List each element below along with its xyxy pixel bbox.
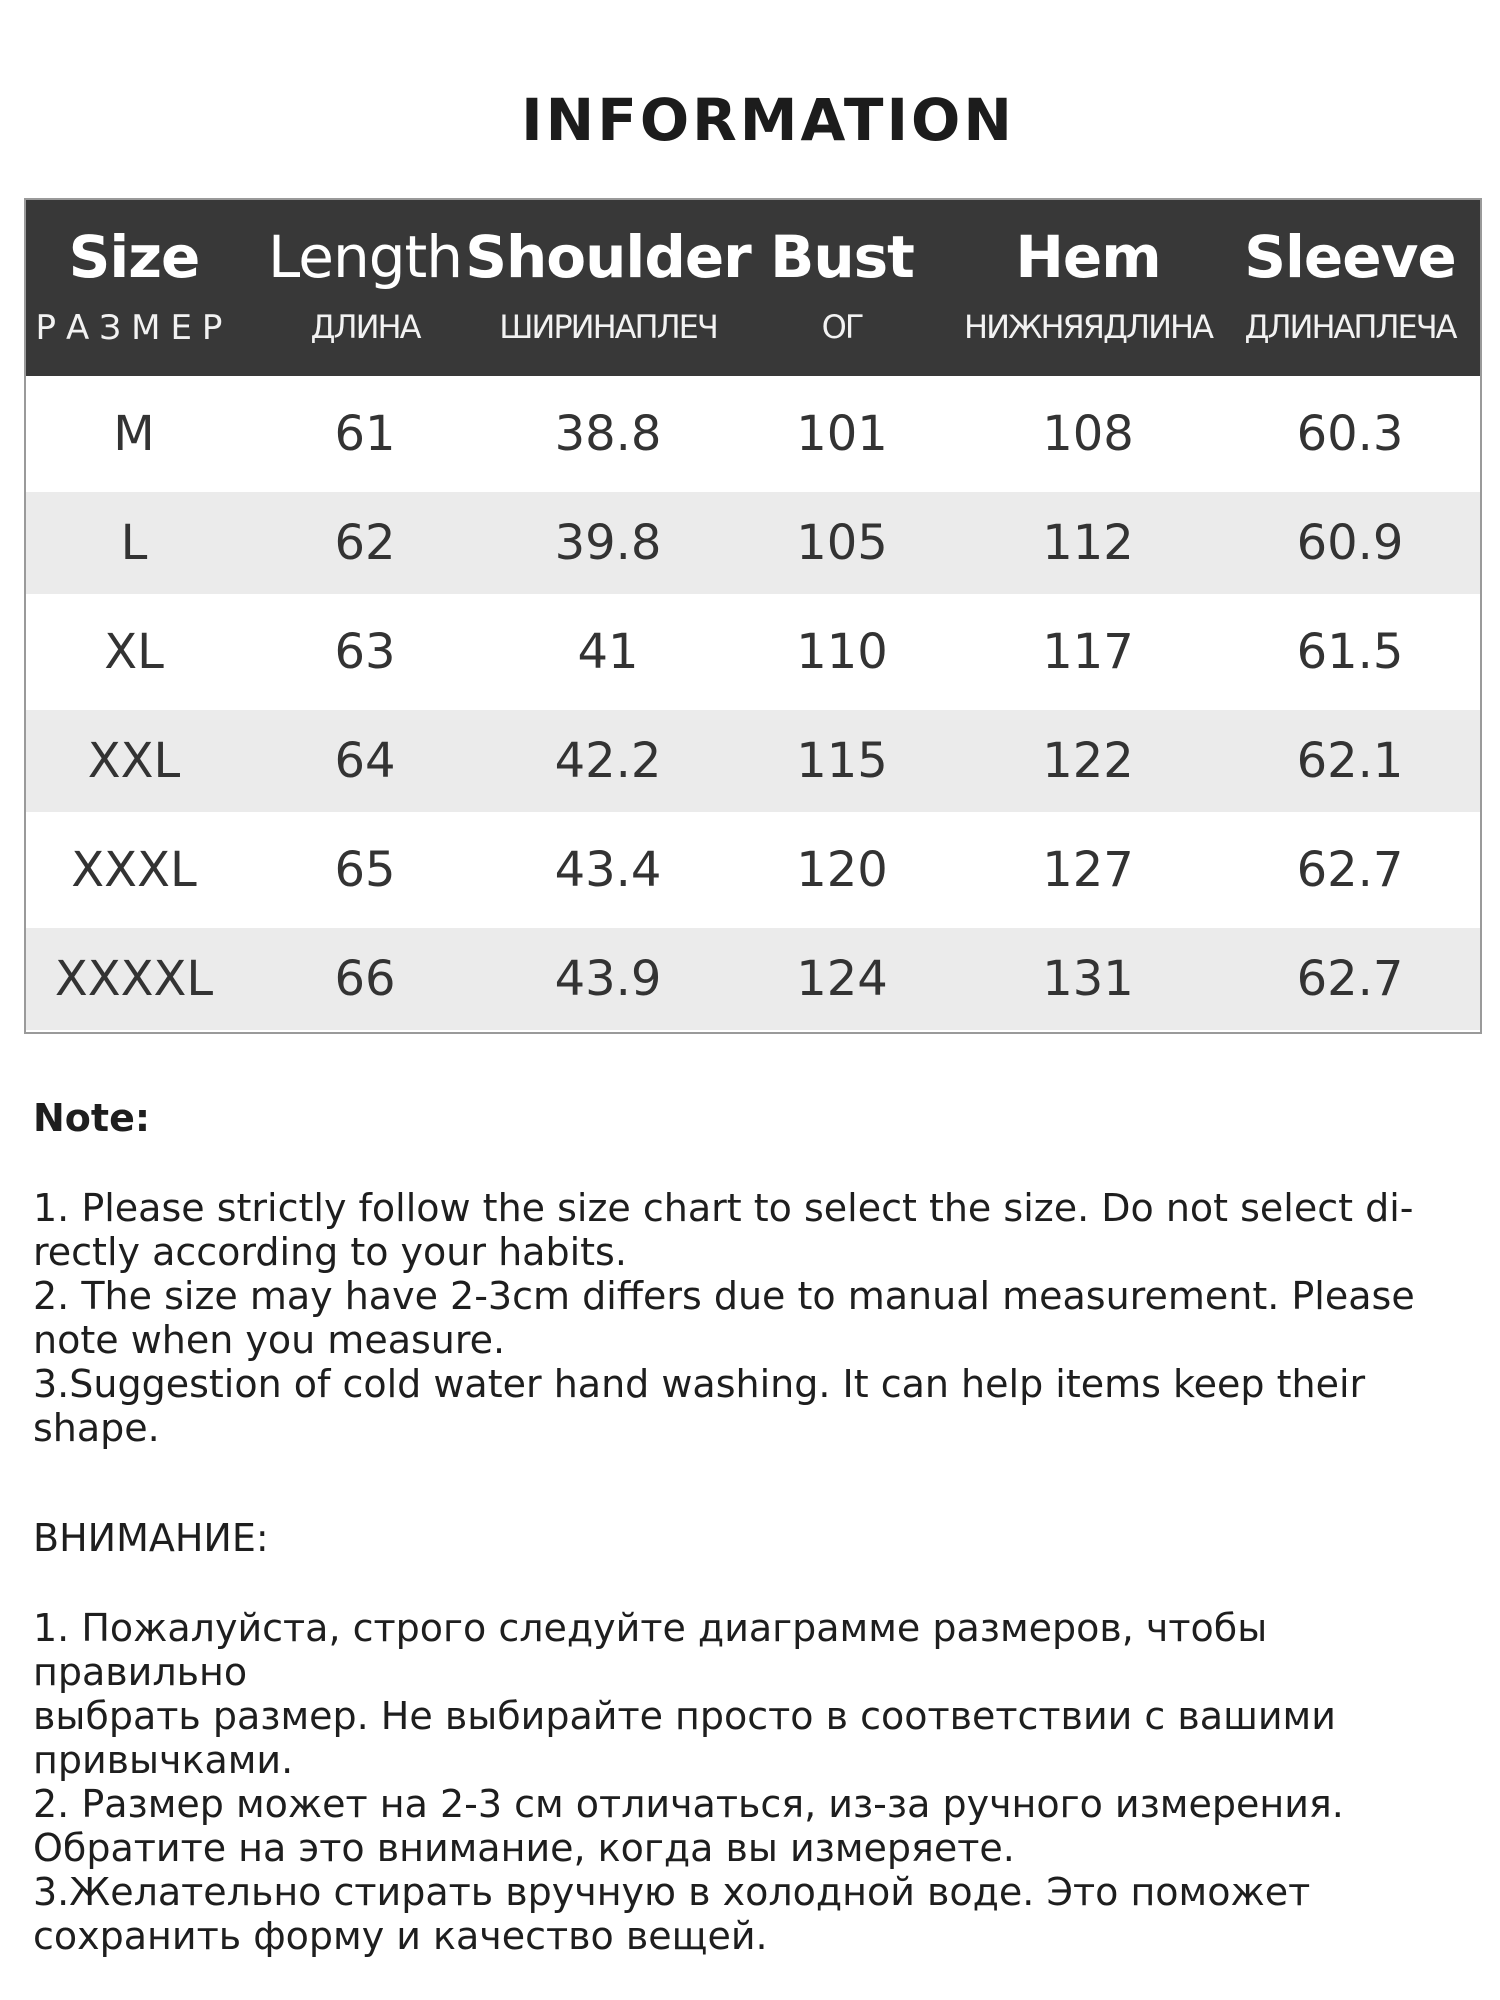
cell-shoulder: 43.4	[554, 842, 662, 898]
page-title: INFORMATION	[521, 86, 1015, 154]
header-shoulder	[465, 200, 751, 376]
cell-sleeve: 62.1	[1296, 733, 1404, 789]
note-line: 1. Please strictly follow the size chart to select the size. Do not select di-	[33, 1186, 1414, 1230]
header-size	[26, 200, 242, 376]
header-bust-en: Bust	[770, 223, 914, 291]
table-row	[26, 928, 1480, 1030]
header-size-en: Size	[68, 223, 200, 291]
note-line: rectly according to your habits.	[33, 1230, 627, 1274]
cell-sleeve: 62.7	[1296, 842, 1404, 898]
header-length-en: Length	[267, 223, 463, 291]
note-heading: Note:	[33, 1096, 151, 1140]
note-line: 3.Suggestion of cold water hand washing. It can help items keep their	[33, 1362, 1366, 1406]
table-row	[26, 376, 1480, 492]
cell-length: 61	[334, 406, 396, 462]
cell-hem: 108	[1042, 406, 1134, 462]
size-chart-table	[24, 198, 1482, 1034]
cell-size: XXXXL	[54, 951, 214, 1007]
note-line: Обратите на это внимание, когда вы измеряете.	[33, 1826, 1015, 1870]
cell-length: 64	[334, 733, 396, 789]
cell-size: XXL	[87, 733, 181, 789]
cell-bust: 124	[796, 951, 888, 1007]
note-body	[33, 1606, 1473, 1958]
cell-size: XXXL	[71, 842, 197, 898]
note-line: привычками.	[33, 1738, 294, 1782]
cell-size: M	[113, 406, 155, 462]
cell-length: 66	[334, 951, 396, 1007]
table-row	[26, 492, 1480, 594]
header-size-ru: РАЗМЕР	[35, 307, 233, 348]
cell-bust: 120	[796, 842, 888, 898]
cell-sleeve: 60.9	[1296, 515, 1404, 571]
note-line: note when you measure.	[33, 1318, 506, 1362]
note-line: 3.Желательно стирать вручную в холодной воде. Это поможет	[33, 1870, 1311, 1914]
note-line: 2. The size may have 2-3cm differs due to manual measurement. Please	[33, 1274, 1415, 1318]
header-hem-en: Hem	[1015, 223, 1161, 291]
header-hem-ru: НИЖНЯЯДЛИНА	[964, 307, 1212, 346]
header-sleeve	[1220, 200, 1480, 376]
header-bust-ru: ОГ	[821, 307, 863, 346]
note-english	[33, 1096, 1473, 1450]
cell-hem: 112	[1042, 515, 1134, 571]
cell-length: 65	[334, 842, 396, 898]
table-row	[26, 812, 1480, 928]
header-shoulder-en: Shoulder	[465, 223, 751, 291]
cell-length: 63	[334, 624, 396, 680]
header-length	[242, 200, 488, 376]
table-row	[26, 594, 1480, 710]
cell-shoulder: 39.8	[554, 515, 662, 571]
cell-bust: 101	[796, 406, 888, 462]
header-bust	[728, 200, 956, 376]
header-length-ru: ДЛИНА	[310, 307, 420, 346]
cell-shoulder: 38.8	[554, 406, 662, 462]
cell-hem: 122	[1042, 733, 1134, 789]
note-line: 2. Размер может на 2-3 см отличаться, из-за ручного измерения.	[33, 1782, 1344, 1826]
header-sleeve-en: Sleeve	[1244, 223, 1456, 291]
cell-shoulder: 42.2	[554, 733, 662, 789]
cell-hem: 127	[1042, 842, 1134, 898]
note-line: сохранить форму и качество вещей.	[33, 1914, 768, 1958]
note-line: 1. Пожалуйста, строго следуйте диаграмме размеров, чтобы правильно	[33, 1606, 1268, 1694]
cell-shoulder: 41	[577, 624, 639, 680]
cell-sleeve: 62.7	[1296, 951, 1404, 1007]
cell-length: 62	[334, 515, 396, 571]
cell-size: XL	[104, 624, 164, 680]
cell-hem: 131	[1042, 951, 1134, 1007]
cell-sleeve: 60.3	[1296, 406, 1404, 462]
table-header	[26, 200, 1480, 376]
cell-size: L	[120, 515, 148, 571]
table-row	[26, 710, 1480, 812]
header-sleeve-ru: ДЛИНАПЛЕЧА	[1244, 307, 1456, 346]
header-shoulder-ru: ШИРИНАПЛЕЧ	[499, 307, 717, 346]
note-russian	[33, 1516, 1473, 1958]
note-heading: ВНИМАНИЕ:	[33, 1516, 269, 1560]
cell-bust: 105	[796, 515, 888, 571]
cell-bust: 115	[796, 733, 888, 789]
note-body	[33, 1186, 1473, 1450]
note-line: выбрать размер. Не выбирайте просто в соответствии с вашими	[33, 1694, 1336, 1738]
cell-bust: 110	[796, 624, 888, 680]
cell-sleeve: 61.5	[1296, 624, 1404, 680]
cell-hem: 117	[1042, 624, 1134, 680]
note-line: shape.	[33, 1406, 160, 1450]
cell-shoulder: 43.9	[554, 951, 662, 1007]
header-hem	[956, 200, 1220, 376]
